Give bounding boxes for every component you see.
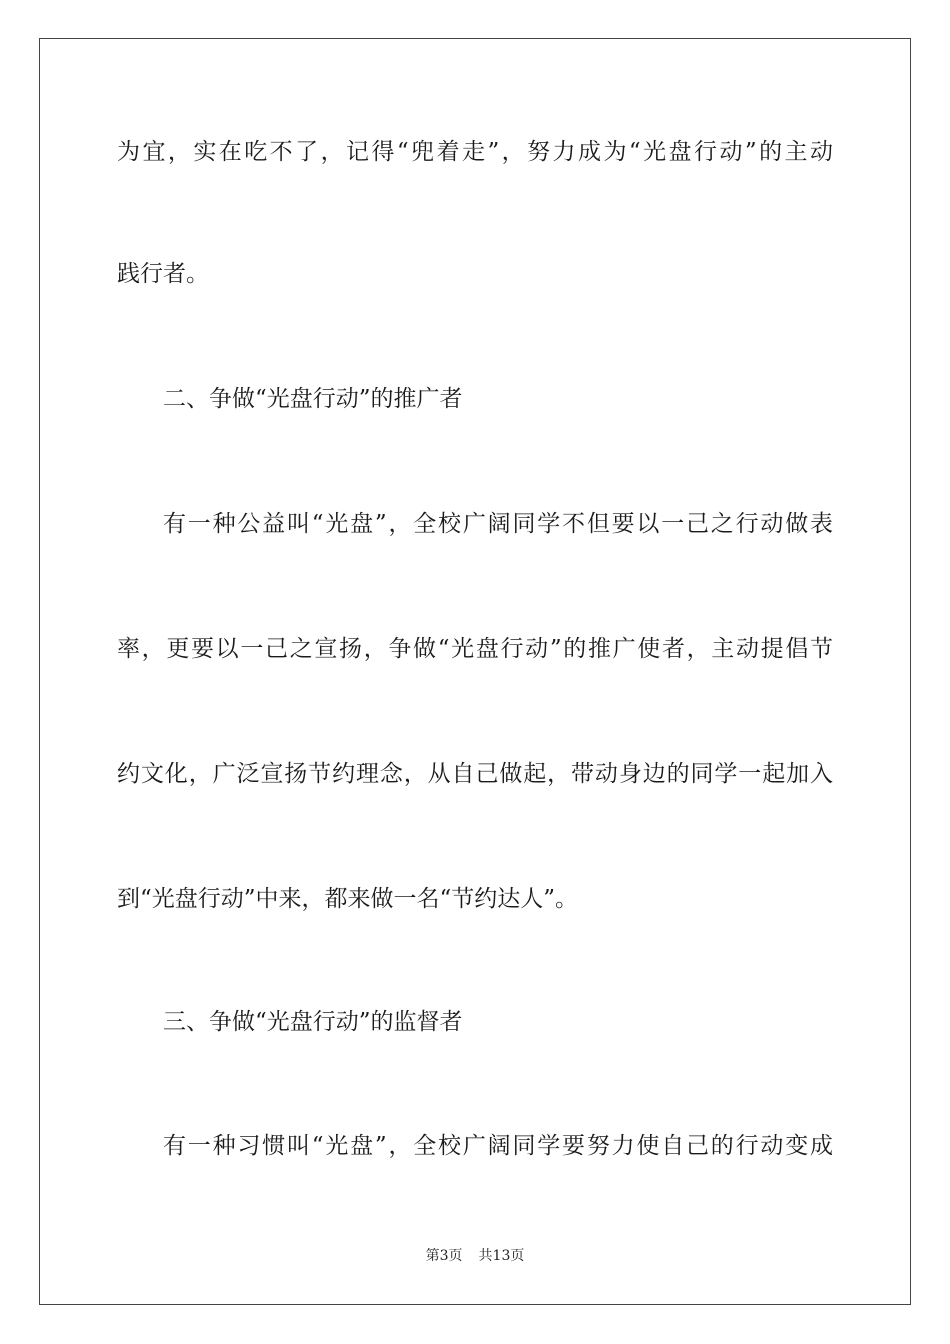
paragraph-line: 有一种公益叫“光盘”，全校广阔同学不但要以一己之行动做表 <box>163 511 833 537</box>
total-page-count: 共13页 <box>478 1248 525 1264</box>
section-heading: 三、争做“光盘行动”的监督者 <box>163 1009 463 1035</box>
paragraph-line: 率，更要以一己之宣扬，争做“光盘行动”的推广使者，主动提倡节 <box>117 636 833 662</box>
paragraph-line: 约文化，广泛宣扬节约理念，从自己做起，带动身边的同学一起加入 <box>117 761 833 787</box>
paragraph-line: 践行者。 <box>117 261 209 287</box>
paragraph-line: 有一种习惯叫“光盘”，全校广阔同学要努力使自己的行动变成 <box>163 1133 833 1159</box>
page-border <box>39 38 911 1305</box>
page-footer <box>0 1246 950 1266</box>
section-heading: 二、争做“光盘行动”的推广者 <box>163 386 463 412</box>
paragraph-line: 到“光盘行动”中来，都来做一名“节约达人”。 <box>117 886 579 912</box>
paragraph-line: 为宜，实在吃不了，记得“兜着走”，努力成为“光盘行动”的主动 <box>117 139 833 165</box>
current-page-number: 第3页 <box>425 1248 463 1264</box>
